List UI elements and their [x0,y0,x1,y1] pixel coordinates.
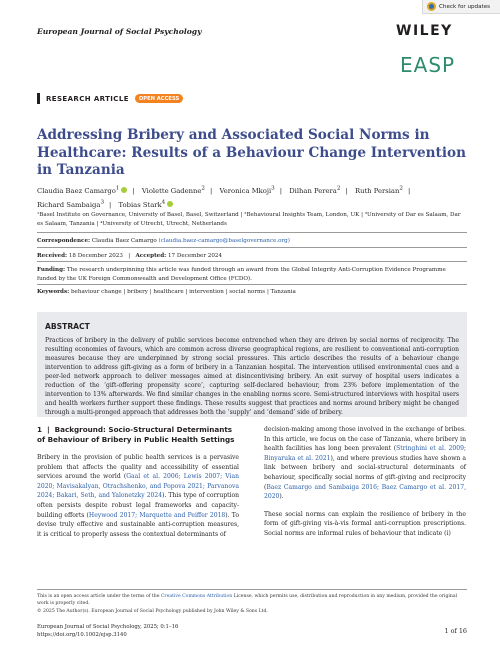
body-paragraph: Bribery in the provision of public health services is a pervasive problem that affects the quality and accessibility of essential services around the world (Gaal et al. 2006; Lewis 2007; Vian 2020; Mavisakalyan, Otrachshenko, and Popova 2021; Parvanova 2024; Bakari, Seth, and Yalonetzky 2024). This type of corruption often persists despite robust legal frameworks and capacity-building efforts (Heywood 2017; Marquette and Peiffer 2018). To devise truly effective and sustainable anti-corruption measures, it is critical to properly assess the contextual determinants of [37,454,239,538]
article-type-row [37,93,183,104]
citation-link[interactable]: Heywood 2017; Marquette and Peiffer 2018 [88,511,226,519]
body-paragraph: decision-making among those involved in the exchange of bribes. In this article, we focus on the case of Tanzania, where bribery in health facilities has long been prevalent (Stringhini et al. 2009; Binyaruka et al. 2021), and where previous studies have shown a link between bribery and social-structural determinants of behaviour, specifically social norms of gift-giving and reciprocity (Baez Camargo and Sambaiga 2016; Baez Camargo et al. 2017, 2020). [264,426,467,501]
section-heading: 1 | Background: Socio-Structural Determinants of Behaviour of Bribery in Public Health Settings [37,425,235,444]
correspondence-email-link[interactable]: (claudia.baez-camargo@baselgovernance.org) [158,238,290,244]
abstract-text: Practices of bribery in the delivery of public services become entrenched when they are driven by social norms of reciprocity. The resulting economies of favours, which are common across diverse geographical regions, are resilient to conventional anti-corruption measures because they are underpinned by strong social pressures. This article describes the results of a behaviour change intervention to address gift-giving as a form of bribery in a Tanzanian hospital. The intervention utilised environmental cues and a peer-led network approach to deliver messages aimed at disincentivising bribery. An exit survey of hospital users indicates a reduction of the ‘gift-offering propensity score’, capturing self-declared behaviour, from 23% before implementation of the intervention to 13% afterwards. We find similar changes in the enabling norms score. Semi-structured interviews with hospital users and health workers further support these findings. These results suggest that practices and norms around bribery might be changed through a multi-pronged approach that addresses both the ‘supply’ and ‘demand’ side of bribery. [45,337,459,417]
author[interactable]: Richard Sambaiga$^3$ [37,199,105,209]
copyright-notice: © 2025 The Author(s). European Journal of Social Psychology published by John Wiley & Sons Ltd. [37,608,268,614]
author-list: Claudia Baez Camargo$^1$ | Violette Gadenne$^2$ | Veronica Mkoji$^3$ | Dilhan Perera$^2$ | Ruth Persian$^2$ | Richard Sambaiga$^3$ | Tobias Stark$^4$ [37,186,411,209]
doi-link[interactable]: https://doi.org/10.1002/ejsp.3140 [37,632,127,638]
check-for-updates-label: Check for updates [439,3,491,10]
body-column-right [264,425,466,547]
creative-commons-link[interactable]: Creative Commons Attribution [160,594,233,599]
article-title: Addressing Bribery and Associated Social Norms in Healthcare: Results of a Behaviour Change Intervention in Tanzania [37,127,466,178]
easp-logo: EASP [400,53,456,77]
author[interactable]: Veronica Mkoji$^3$ [219,186,275,196]
check-for-updates-button[interactable] [422,0,500,14]
open-access-badge: OPEN ACCESS [135,94,183,103]
author[interactable]: Claudia Baez Camargo$^1$ [37,187,127,195]
funding-statement: Funding: The research underpinning this article was funded through an award from the Global Integrity Anti-Corruption Evidence Programme funded by the UK Foreign Commonwealth and Development Office (FCDO). [37,267,446,282]
citation-link[interactable]: Gaal et al. 2006; Lewis 2007; Vian 2020; Mavisakalyan, Otrachshenko, and Popova 2021; Parvanova 2024; Bakari, Seth, and Yalonetzky 2024 [37,473,239,500]
citation-link[interactable]: Stringhini et al. 2009; Binyaruka et al. 2021 [264,445,467,462]
abstract-box [37,312,467,417]
author[interactable]: Dilhan Perera$^2$ [289,186,341,196]
citation-link[interactable]: Baez Camargo and Sambaiga 2016; Baez Camargo et al. 2017, 2020 [264,483,466,501]
orcid-icon[interactable] [121,187,127,193]
journal-name: European Journal of Social Psychology [37,27,202,36]
footer-divider [37,589,467,590]
author[interactable]: Violette Gadenne$^2$ [141,186,206,196]
divider [37,284,467,285]
article-type-marker [37,93,40,104]
keywords: Keywords: behaviour change | bribery | healthcare | intervention | social norms | Tanzania [37,289,296,295]
divider [37,247,467,248]
orcid-icon[interactable] [167,201,173,207]
divider [37,261,467,262]
article-dates: Received: 18 December 2023 | Accepted: 17 December 2024 [37,253,223,259]
license-notice: This is an open access article under the terms of the Creative Commons Attribution License, which permits use, distribution and reproduction in any medium, provided the original work is properly cited. © 2025 The Author(s). European Journal of Social Psychology published by John Wiley & Sons Ltd. [37,594,458,614]
body-paragraph: These social norms can explain the resilience of bribery in the form of gift-giving vis-à-vis formal anti-corruption prescriptions. Social norms are informal rules of behaviour that indicate (i) [264,510,466,537]
journal-citation: European Journal of Social Psychology, 2025; 0:1–16 [37,624,179,630]
page-number: 1 of 16 [444,627,467,635]
wiley-logo: WILEY [396,23,453,39]
affiliations: ¹Basel Institute on Governance, University of Basel, Basel, Switzerland | ²Behavioural Insights Team, London, UK | ³University of Dar es Salaam, Dar es Salaam, Tanzania | ⁴University of Utrecht, Utrecht, Netherlands [37,212,461,227]
citation-footer [37,623,467,639]
author[interactable]: Tobias Stark$^4$ [119,201,174,209]
abstract-heading: ABSTRACT [45,322,90,331]
crossmark-icon [427,2,436,11]
body-column-left [37,425,239,547]
article-type-label: RESEARCH ARTICLE [46,94,129,103]
divider [37,232,467,233]
correspondence: Correspondence: Claudia Baez Camargo (claudia.baez-camargo@baselgovernance.org) [37,238,290,244]
author[interactable]: Ruth Persian$^2$ [354,186,403,196]
